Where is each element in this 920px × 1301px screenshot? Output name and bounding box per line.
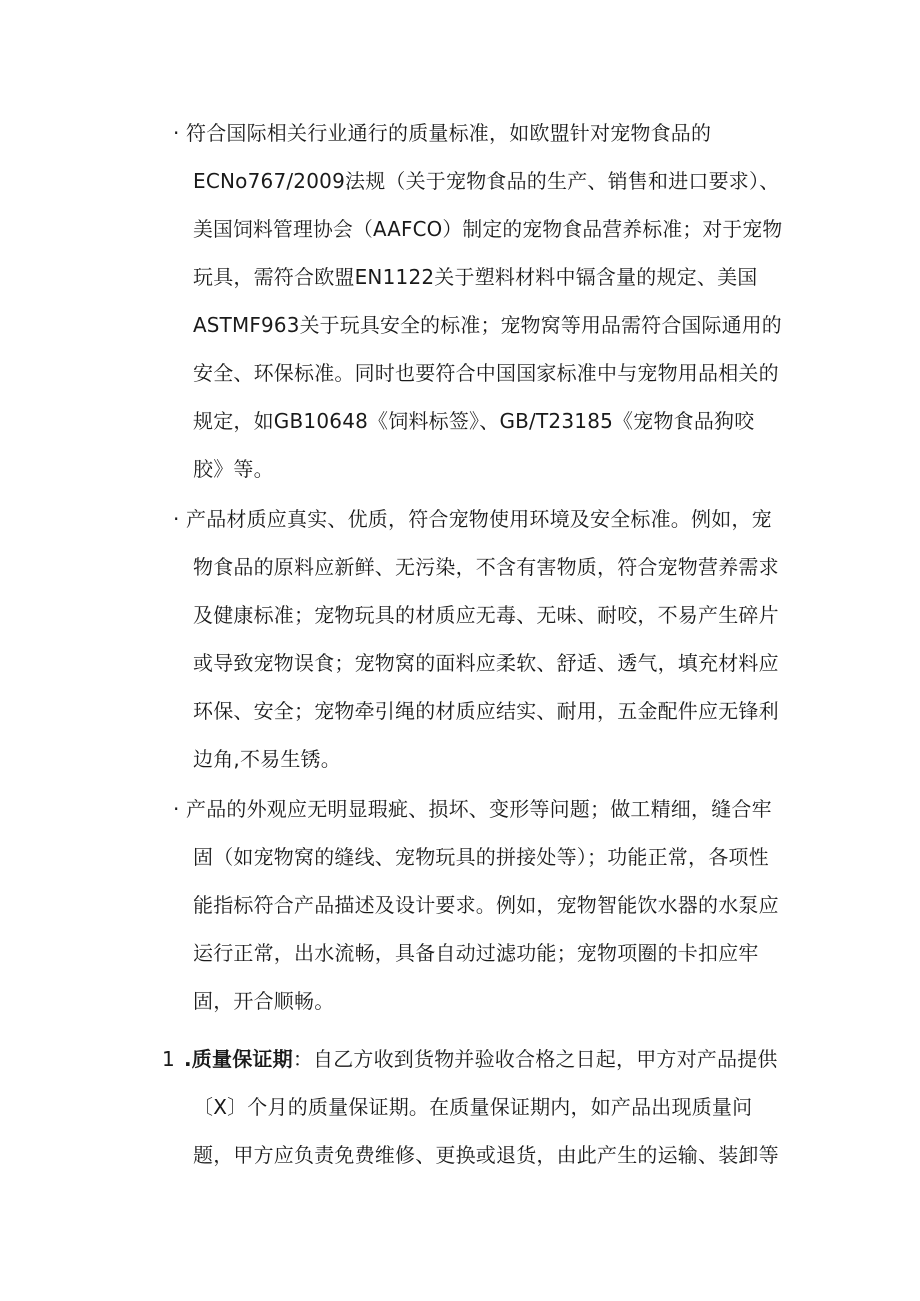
paragraph-line: 环保、安全；宠物牵引绳的材质应结实、耐用，五金配件应无锋利 <box>193 699 779 723</box>
paragraph-line: 或导致宠物误食；宠物窝的面料应柔软、舒适、透气，填充材料应 <box>193 651 779 675</box>
paragraph-line: 及健康标准；宠物玩具的材质应无毒、无味、耐咬，不易产生碎片 <box>193 603 779 627</box>
paragraph-line: 边角,不易生锈。 <box>193 747 341 771</box>
paragraph-line: 产品材质应真实、优质，符合宠物使用环境及安全标准。例如，宠 <box>186 507 772 531</box>
clause-title: .质量保证期 <box>184 1047 293 1071</box>
paragraph-line: 美国饲料管理协会（AAFCO）制定的宠物食品营养标准；对于宠物 <box>193 217 783 241</box>
paragraph-line: 能指标符合产品描述及设计要求。例如，宠物智能饮水器的水泵应 <box>193 893 779 917</box>
paragraph-line: 规定，如GB10648《饲料标签》、GB/T23185《宠物食品狗咬 <box>193 409 755 433</box>
paragraph-line: 题，甲方应负责免费维修、更换或退货，由此产生的运输、装卸等 <box>193 1143 779 1167</box>
bullet-marker: · <box>173 797 180 821</box>
paragraph-line: 符合国际相关行业通行的质量标准，如欧盟针对宠物食品的 <box>186 121 712 145</box>
clause-first-line <box>184 1046 778 1072</box>
paragraph-line: 安全、环保标准。同时也要符合中国国家标准中与宠物用品相关的 <box>193 361 779 385</box>
bullet-marker: · <box>173 121 180 145</box>
paragraph-line: 物食品的原料应新鲜、无污染，不含有害物质，符合宠物营养需求 <box>193 555 779 579</box>
paragraph-line: 玩具，需符合欧盟EN1122关于塑料材料中镉含量的规定、美国 <box>193 265 758 289</box>
clause-number: 1 <box>162 1047 175 1071</box>
paragraph-line: 固，开合顺畅。 <box>193 989 335 1013</box>
paragraph-line: 〔X〕个月的质量保证期。在质量保证期内，如产品出现质量问 <box>193 1095 753 1119</box>
paragraph-line: ECNo767/2009法规（关于宠物食品的生产、销售和进口要求）、 <box>193 169 780 193</box>
paragraph-line: 运行正常，出水流畅，具备自动过滤功能；宠物项圈的卡扣应牢 <box>193 941 759 965</box>
paragraph-line: ASTMF963关于玩具安全的标准；宠物窝等用品需符合国际通用的 <box>193 313 782 337</box>
clause-text: ：自乙方收到货物并验收合格之日起，甲方对产品提供 <box>292 1047 778 1071</box>
paragraph-line: 产品的外观应无明显瑕疵、损坏、变形等问题；做工精细，缝合牢 <box>186 797 772 821</box>
paragraph-line: 固（如宠物窝的缝线、宠物玩具的拼接处等）；功能正常，各项性 <box>193 845 769 869</box>
bullet-marker: · <box>173 507 180 531</box>
paragraph-line: 胶》等。 <box>193 457 274 481</box>
